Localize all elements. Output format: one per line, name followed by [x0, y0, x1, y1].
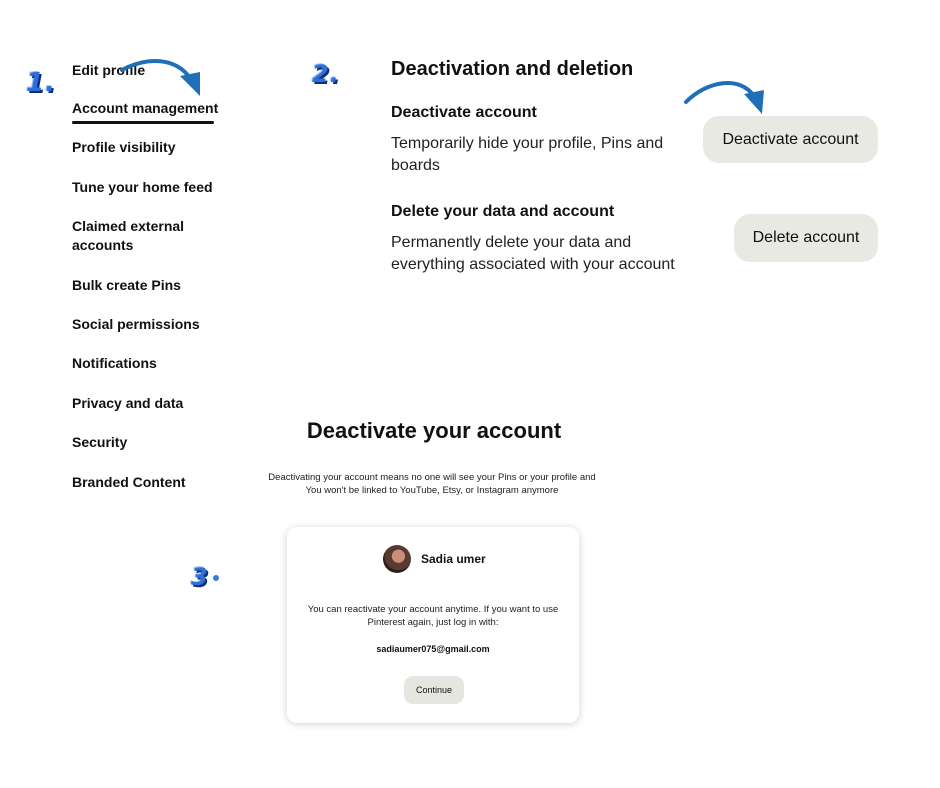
- sidebar-item-profile-visibility[interactable]: Profile visibility: [72, 139, 176, 155]
- user-name: Sadia umer: [421, 552, 486, 566]
- sidebar-item-branded-content[interactable]: Branded Content: [72, 474, 186, 490]
- dialog-description: Deactivating your account means no one will see your Pins or your profile and You won't be linked to YouTube, Etsy, or Instagram anymore: [268, 472, 596, 496]
- deactivate-account-button[interactable]: Deactivate account: [703, 116, 878, 163]
- sidebar-item-tune-home-feed[interactable]: Tune your home feed: [72, 179, 213, 195]
- deactivate-description: Temporarily hide your profile, Pins and boards: [391, 135, 664, 174]
- dialog-title: Deactivate your account: [306, 418, 562, 443]
- deactivate-heading: Deactivate account: [391, 104, 537, 121]
- reactivation-card: [287, 527, 579, 723]
- delete-account-button[interactable]: Delete account: [734, 214, 878, 262]
- sidebar-item-bulk-create-pins[interactable]: Bulk create Pins: [72, 277, 181, 293]
- sidebar-item-edit-profile[interactable]: Edit profile: [72, 62, 146, 78]
- sidebar-item-privacy-and-data[interactable]: Privacy and data: [72, 395, 184, 411]
- continue-button[interactable]: Continue: [404, 676, 464, 704]
- reactivation-message: You can reactivate your account anytime. If you want to use Pinterest again, just log in with:: [307, 604, 559, 628]
- arrow-icon-deactivate: [682, 76, 772, 116]
- step-marker-1: 1.: [26, 68, 56, 98]
- delete-description: Permanently delete your data and everything associated with your account: [391, 234, 675, 273]
- delete-heading: Delete your data and account: [391, 203, 615, 220]
- page-title: Deactivation and deletion: [391, 58, 634, 80]
- step-marker-3: 3: [191, 563, 219, 591]
- sidebar-item-notifications[interactable]: Notifications: [72, 355, 157, 371]
- arrow-icon-sidebar: [118, 56, 208, 100]
- active-tab-underline: [72, 121, 214, 124]
- sidebar-item-security[interactable]: Security: [72, 434, 128, 450]
- step-marker-2: 2.: [312, 60, 340, 88]
- avatar: [383, 545, 411, 573]
- sidebar-item-social-permissions[interactable]: Social permissions: [72, 316, 200, 332]
- sidebar-item-account-management[interactable]: Account management: [72, 100, 219, 116]
- sidebar-item-claimed-external-accounts[interactable]: Claimed external accounts: [72, 218, 185, 253]
- user-email: sadiaumer075@gmail.com: [376, 644, 490, 654]
